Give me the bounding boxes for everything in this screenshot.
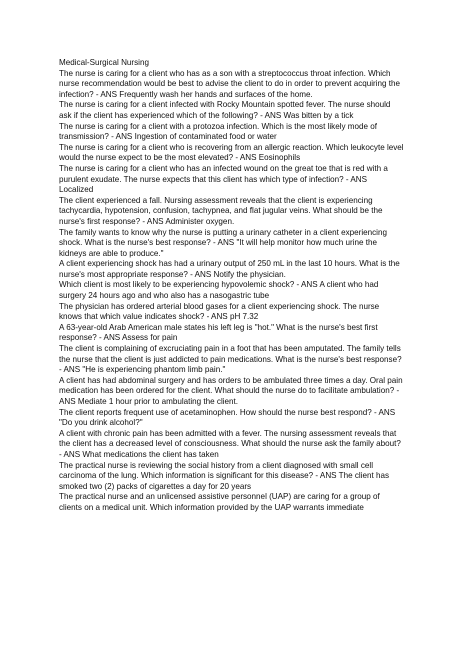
qa-item: [59, 69, 431, 101]
qa-line: transmission? - ANS Ingestion of contaminated food or water: [59, 132, 277, 142]
qa-item: [59, 164, 431, 196]
qa-item: [59, 461, 431, 493]
qa-line: carcinoma of the lung. Which information is significant for this disease? - ANS The client has: [59, 471, 390, 481]
qa-line: ANS Mediate 1 hour prior to ambulating the client.: [59, 397, 239, 406]
qa-item: [59, 408, 431, 429]
qa-line: The physician has ordered arterial blood gases for a client experiencing shock. The nurse: [59, 301, 380, 311]
qa-line: "Do you drink alcohol?": [59, 418, 143, 428]
qa-item: [59, 429, 431, 461]
qa-line: The nurse is caring for a client who has an infected wound on the great toe that is red with a: [59, 163, 388, 173]
qa-line: the client has a decreased level of consciousness. What should the nurse ask the family about?: [59, 439, 401, 449]
qa-line: - ANS "He is experiencing phantom limb pain.": [59, 365, 226, 375]
qa-line: shock. What is the nurse's best response? - ANS "It will help monitor how much urine the: [59, 238, 377, 248]
qa-line: The client is complaining of excruciating pain in a foot that has been amputated. The family tells: [59, 344, 401, 354]
qa-line: would the nurse expect to be the most elevated? - ANS Eosinophils: [59, 153, 301, 163]
qa-line: The nurse is caring for a client who has as a son with a streptococcus throat infection. Which: [59, 68, 391, 78]
qa-line: tachycardia, hypotension, confusion, tachypnea, and flat jugular veins. What should be the: [59, 206, 383, 216]
qa-line: nurse recommendation would be best to advise the client to do in order to prevent acquiring the: [59, 79, 401, 89]
qa-line: knows that which value indicates shock? - ANS pH 7.32: [59, 312, 259, 322]
qa-item: [59, 259, 431, 280]
qa-line: kidneys are able to produce.": [59, 248, 164, 258]
qa-line: clients on a medical unit. Which information provided by the UAP warrants immediate: [59, 502, 364, 512]
qa-item: [59, 344, 431, 376]
qa-line: nurse's first response? - ANS Administer oxygen.: [59, 216, 235, 226]
qa-line: the nurse that the client is just addicted to pain medications. What is the nurse's best response?: [59, 354, 402, 364]
qa-item: [59, 280, 431, 301]
qa-item: [59, 122, 431, 143]
qa-line: ask if the client has experienced which of the following? - ANS Was bitten by a tick: [59, 110, 354, 120]
qa-line: - ANS What medications the client has taken: [59, 449, 219, 459]
qa-item: [59, 323, 431, 344]
qa-line: purulent exudate. The nurse expects that this client has which type of infection? - ANS: [59, 174, 368, 184]
qa-line: The client reports frequent use of acetaminophen. How should the nurse best respond? - ANS: [59, 407, 396, 417]
qa-line: infection? - ANS Frequently wash her hands and surfaces of the home.: [59, 89, 313, 99]
qa-line: The family wants to know why the nurse is putting a urinary catheter in a client experiencing: [59, 227, 387, 237]
qa-line: Which client is most likely to be experiencing hypovolemic shock? - ANS A client who had: [59, 280, 379, 290]
qa-line: The practical nurse is reviewing the social history from a client diagnosed with small cell: [59, 460, 373, 470]
qa-line: nurse's most appropriate response? - ANS Notify the physician.: [59, 269, 286, 279]
qa-line: The nurse is caring for a client with a protozoa infection. Which is the most likely mode of: [59, 121, 378, 131]
qa-line: The practical nurse and an unlicensed assistive personnel (UAP) are caring for a group of: [59, 492, 380, 502]
qa-line: The nurse is caring for a client infected with Rocky Mountain spotted fever. The nurse should: [59, 100, 391, 110]
qa-line: The nurse is caring for a client who is recovering from an allergic reaction. Which leukocyte level: [59, 142, 404, 152]
qa-line: The client experienced a fall. Nursing assessment reveals that the client is experiencing: [59, 195, 373, 205]
qa-item: [59, 143, 431, 164]
qa-list: [59, 69, 431, 514]
qa-line: response? - ANS Assess for pain: [59, 333, 178, 343]
qa-item: [59, 100, 431, 121]
document-page: [59, 58, 431, 514]
qa-line: smoked two (2) packs of cigarettes a day for 20 years: [59, 481, 252, 491]
document-title: Medical-Surgical Nursing: [59, 58, 149, 67]
qa-item: [59, 302, 431, 323]
qa-line: surgery 24 hours ago and who also has a nasogastric tube: [59, 291, 270, 301]
qa-item: [59, 228, 431, 260]
qa-item: [59, 492, 431, 513]
qa-line: Localized: [59, 185, 94, 195]
qa-line: A client experiencing shock has had a urinary output of 250 mL in the last 10 hours. What is the: [59, 259, 400, 269]
qa-item: [59, 376, 431, 408]
qa-item: [59, 196, 431, 228]
qa-line: A client with chronic pain has been admitted with a fever. The nursing assessment reveals that: [59, 428, 397, 438]
qa-line: A client has had abdominal surgery and has orders to be ambulated three times a day. Oral pain: [59, 375, 403, 385]
qa-line: medication has been ordered for the client. What should the nurse do to facilitate ambulation? -: [59, 386, 400, 396]
qa-line: A 63-year-old Arab American male states his left leg is "hot." What is the nurse's best first: [59, 322, 378, 332]
